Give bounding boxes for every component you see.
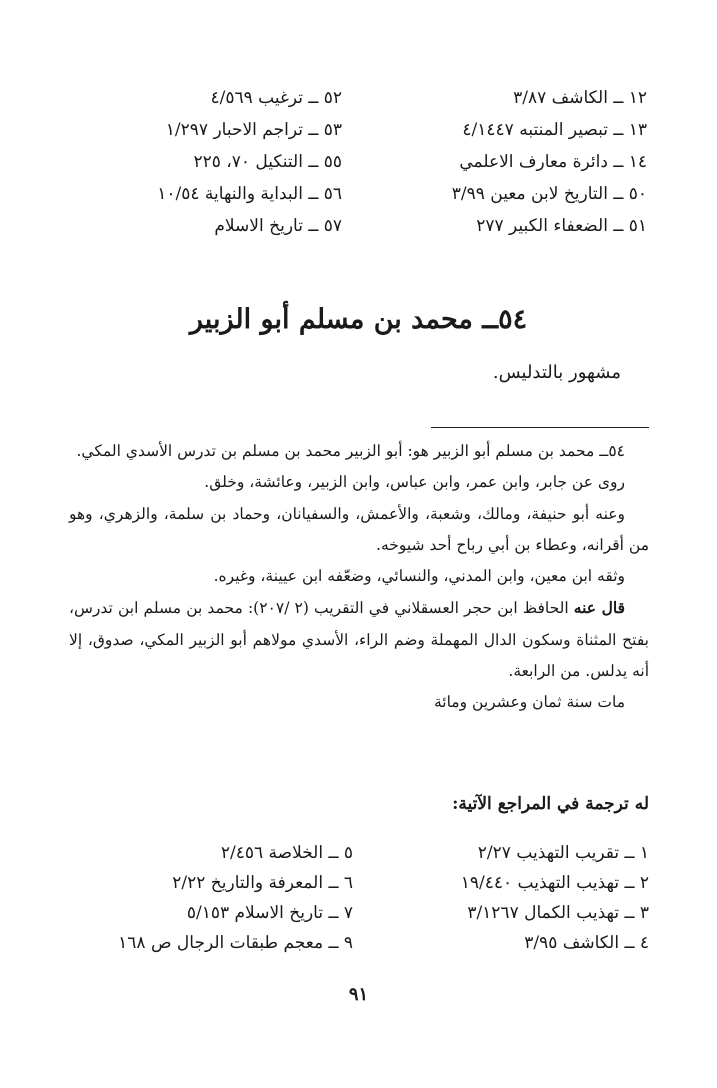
note-paragraph: وعنه أبو حنيفة، ومالك، وشعبة، والأعمش، والسفيانان، وحماد بن سلمة، والزهري، وهو من أقرانه، وعطاء بن أبي رباح أحد شيوخه. <box>69 504 649 554</box>
references-heading: له ترجمة في المراجع الآتية: <box>452 794 649 814</box>
note-bold-lead: قال عنه <box>573 598 625 618</box>
reference-item: ٩ ــ معجم طبقات الرجال ص ١٦٨ <box>118 933 353 953</box>
bottom-refs-left-column <box>57 838 353 958</box>
reference-item: ١ ــ تقريب التهذيب ٢/٢٧ <box>477 843 649 863</box>
reference-item: ١٣ ــ تبصير المنتبه ٤/١٤٤٧ <box>462 120 647 140</box>
reference-item: ٥٣ ــ تراجم الاحبار ١/٢٩٧ <box>165 120 342 140</box>
reference-item: ٦ ــ المعرفة والتاريخ ٢/٢٢ <box>172 873 353 893</box>
reference-item: ٤ ــ الكاشف ٣/٩٥ <box>524 933 649 953</box>
biography-notes <box>69 436 649 719</box>
page-number: ٩١ <box>348 984 369 1005</box>
reference-item: ٥ ــ الخلاصة ٢/٤٥٦ <box>220 843 353 863</box>
top-reference-list <box>37 82 647 242</box>
note-paragraph: مات سنة ثمان وعشرين ومائة <box>433 693 625 712</box>
bottom-refs-right-column <box>353 838 649 958</box>
reference-item: ٥١ ــ الضعفاء الكبير ٢٧٧ <box>476 216 647 236</box>
entry-summary: مشهور بالتدليس. <box>492 362 621 383</box>
entry-title: ٥٤ــ محمد بن مسلم أبو الزبير <box>189 304 528 335</box>
reference-item: ١٢ ــ الكاشف ٣/٨٧ <box>513 88 647 108</box>
reference-item: ٥٠ ــ التاريخ لابن معين ٣/٩٩ <box>451 184 647 204</box>
reference-item: ٧ ــ تاريخ الاسلام ٥/١٥٣ <box>186 903 353 923</box>
reference-item: ٣ ــ تهذيب الكمال ٣/١٢٦٧ <box>467 903 649 923</box>
reference-item: ٥٥ ــ التنكيل ٧٠، ٢٢٥ <box>193 152 342 172</box>
bottom-reference-list <box>57 838 649 958</box>
reference-item: ٥٢ ــ ترغيب ٤/٥٦٩ <box>210 88 342 108</box>
reference-item: ٥٦ ــ البداية والنهاية ١٠/٥٤ <box>157 184 342 204</box>
reference-item: ٢ ــ تهذيب التهذيب ١٩/٤٤٠ <box>460 873 649 893</box>
note-paragraph: ٥٤ــ محمد بن مسلم أبو الزبير هو: أبو الزبير محمد بن مسلم بن تدرس الأسدي المكي. <box>76 442 625 460</box>
reference-item: ٥٧ ــ تاريخ الاسلام <box>214 216 342 236</box>
top-refs-left-column <box>37 82 342 242</box>
top-refs-right-column <box>342 82 647 242</box>
note-text: الحافظ ابن حجر العسقلاني في التقريب (٢ /٢٠٧): محمد بن مسلم ابن تدرس، بفتح المثناة وسكون الدال المهملة وضم الراء، الأسدي مولاهم أبو الزبير المكي، صدوق، إلا أنه يدلس. من الرابعة. <box>69 599 649 681</box>
note-paragraph: روى عن جابر، وابن عمر، وابن عباس، وابن الزبير، وعائشة، وخلق. <box>204 473 625 492</box>
footnote-divider <box>431 427 649 428</box>
note-paragraph <box>69 592 649 687</box>
note-paragraph: وثقه ابن معين، وابن المدني، والنسائي، وضعّفه ابن عيينة، وغيره. <box>213 567 625 586</box>
reference-item: ١٤ ــ دائرة معارف الاعلمي <box>459 152 647 172</box>
